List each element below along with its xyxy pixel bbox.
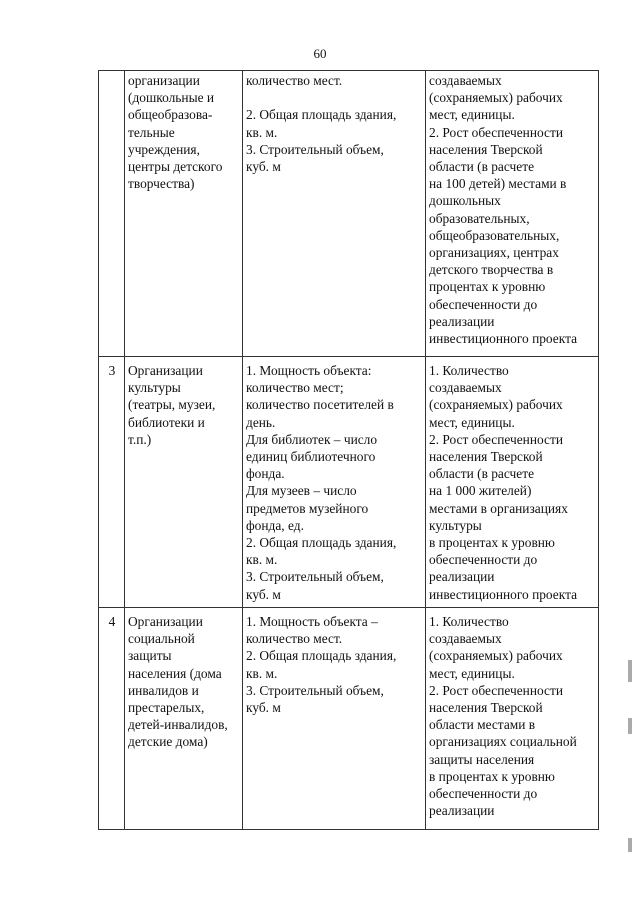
cell-text-line: инвестиционного проекта: [429, 586, 578, 602]
cell-text-line: организации: [128, 73, 200, 88]
cell-text-line: 2. Рост обеспеченности: [429, 124, 564, 140]
cell-text-line: Для библиотек – число: [246, 431, 378, 447]
cell-text-line: предметов музейного: [246, 500, 369, 516]
cell-text-line: творчества): [128, 176, 195, 192]
object-type-cell: [125, 71, 243, 357]
indicators-cell: [243, 608, 426, 830]
cell-text-line: Организации: [128, 363, 203, 378]
cell-text-line: 2. Рост обеспеченности: [429, 431, 564, 447]
cell-text-line: количество мест;: [246, 380, 344, 396]
cell-text-line: (сохраняемых) рабочих: [429, 648, 563, 664]
cell-text-line: количество посетителей в: [246, 397, 394, 413]
cell-text-line: детские дома): [128, 734, 208, 750]
cell-text-line: [246, 89, 423, 106]
cell-text-line: процентах к уровню: [429, 279, 546, 295]
cell-text-line: в процентах к уровню: [429, 535, 555, 551]
cell-text-line: организациях социальной: [429, 734, 577, 750]
cell-text-line: Для музеев – число: [246, 483, 357, 499]
cell-text-line: инвестиционного проекта: [429, 331, 578, 347]
cell-text-line: т.п.): [128, 431, 152, 447]
row-number: 4: [99, 608, 125, 830]
cell-text-line: куб. м: [246, 586, 281, 602]
cell-text-line: куб. м: [246, 700, 281, 716]
row-number: [99, 71, 125, 357]
cell-text-line: населения Тверской: [429, 449, 543, 465]
cell-text-line: фонда, ед.: [246, 517, 304, 533]
cell-text-line: культуры: [429, 517, 482, 533]
cell-text-line: создаваемых: [429, 631, 502, 647]
cell-text-line: кв. м.: [246, 552, 278, 568]
cell-text-line: создаваемых: [429, 380, 502, 396]
cell-text-line: (сохраняемых) рабочих: [429, 90, 563, 106]
cell-text-line: населения (дома: [128, 665, 222, 681]
cell-text-line: престарелых,: [128, 700, 205, 716]
cell-text-line: образовательных,: [429, 210, 530, 226]
table-row: [99, 71, 599, 357]
cell-text-line: мест, единицы.: [429, 414, 515, 430]
object-type-cell: [125, 608, 243, 830]
object-type-cell: [125, 357, 243, 608]
cell-text-line: дошкольных: [429, 193, 501, 209]
cell-text-line: инвалидов и: [128, 682, 199, 698]
investment-criteria-table: [98, 70, 599, 830]
cell-text-line: области (в расчете: [429, 466, 535, 482]
cell-text-line: 3. Строительный объем,: [246, 569, 384, 585]
cell-text-line: области местами в: [429, 717, 536, 733]
cell-text-line: на 100 детей) местами в: [429, 176, 567, 192]
cell-text-line: детей-инвалидов,: [128, 717, 228, 733]
cell-text-line: день.: [246, 414, 276, 430]
cell-text-line: обеспеченности до: [429, 552, 538, 568]
cell-text-line: единиц библиотечного: [246, 449, 376, 465]
cell-text-line: кв. м.: [246, 124, 278, 140]
cell-text-line: 2. Общая площадь здания,: [246, 648, 397, 664]
page-number: 60: [313, 46, 327, 61]
cell-text-line: тельные: [128, 124, 175, 140]
cell-text-line: фонда.: [246, 466, 285, 482]
cell-text-line: реализации: [429, 803, 495, 819]
cell-text-line: создаваемых: [429, 73, 502, 88]
cell-text-line: организациях, центрах: [429, 245, 559, 261]
table-row: [99, 357, 599, 608]
indicators-cell: [243, 357, 426, 608]
scan-artifact: [628, 718, 632, 734]
row-number: 3: [99, 357, 125, 608]
cell-text-line: общеобразова-: [128, 107, 213, 123]
cell-text-line: в процентах к уровню: [429, 768, 555, 784]
cell-text-line: общеобразовательных,: [429, 227, 560, 243]
cell-text-line: 1. Мощность объекта:: [246, 363, 372, 378]
cell-text-line: 3. Строительный объем,: [246, 682, 384, 698]
cell-text-line: 2. Рост обеспеченности: [429, 682, 564, 698]
table-row: [99, 608, 599, 830]
results-cell: [426, 608, 599, 830]
cell-text-line: населения Тверской: [429, 700, 543, 716]
results-cell: [426, 357, 599, 608]
scan-artifact: [628, 838, 632, 852]
cell-text-line: (дошкольные и: [128, 90, 215, 106]
cell-text-line: куб. м: [246, 159, 281, 175]
cell-text-line: культуры: [128, 380, 181, 396]
cell-text-line: 1. Количество: [429, 363, 509, 378]
cell-text-line: защиты: [128, 648, 172, 664]
cell-text-line: количество мест.: [246, 73, 343, 88]
cell-text-line: (сохраняемых) рабочих: [429, 397, 563, 413]
cell-text-line: 1. Количество: [429, 614, 509, 629]
cell-text-line: обеспеченности до: [429, 786, 538, 802]
cell-text-line: Организации: [128, 614, 203, 629]
cell-text-line: детского творчества в: [429, 262, 554, 278]
cell-text-line: 2. Общая площадь здания,: [246, 107, 397, 123]
cell-text-line: 3. Строительный объем,: [246, 141, 384, 157]
cell-text-line: социальной: [128, 631, 195, 647]
cell-text-line: 2. Общая площадь здания,: [246, 535, 397, 551]
cell-text-line: 1. Мощность объекта –: [246, 614, 378, 629]
scan-artifact: [628, 660, 632, 682]
cell-text-line: библиотеки и: [128, 414, 205, 430]
cell-text-line: на 1 000 жителей): [429, 483, 532, 499]
cell-text-line: населения Тверской: [429, 141, 543, 157]
indicators-cell: [243, 71, 426, 357]
cell-text-line: учреждения,: [128, 141, 200, 157]
cell-text-line: местами в организациях: [429, 500, 568, 516]
cell-text-line: защиты населения: [429, 751, 535, 767]
cell-text-line: реализации: [429, 569, 495, 585]
cell-text-line: мест, единицы.: [429, 107, 515, 123]
cell-text-line: количество мест.: [246, 631, 343, 647]
cell-text-line: мест, единицы.: [429, 665, 515, 681]
cell-text-line: (театры, музеи,: [128, 397, 216, 413]
cell-text-line: кв. м.: [246, 665, 278, 681]
cell-text-line: области (в расчете: [429, 159, 535, 175]
cell-text-line: обеспеченности до: [429, 296, 538, 312]
results-cell: [426, 71, 599, 357]
cell-text-line: центры детского: [128, 159, 223, 175]
cell-text-line: реализации: [429, 313, 495, 329]
